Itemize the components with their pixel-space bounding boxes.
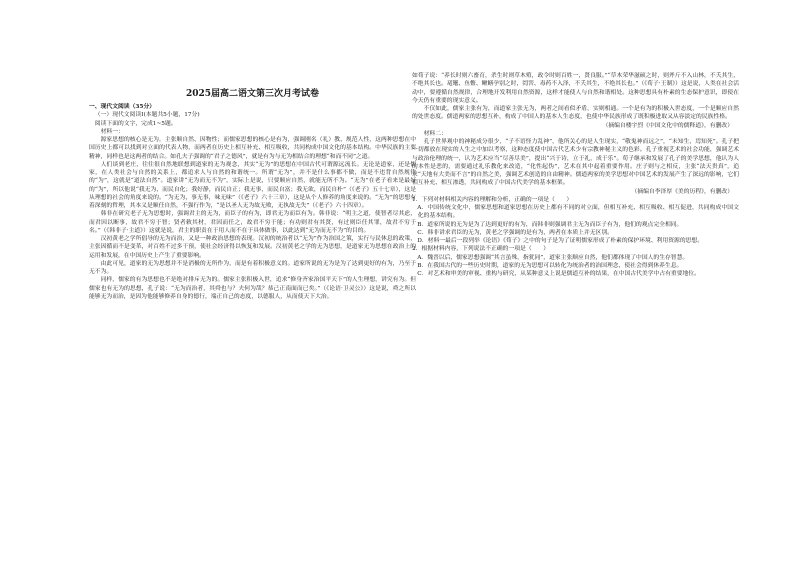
left-paragraph: 汉初黄老之学所倡导的无为而治，又是一种政治思想的表现。汉初的统治者以“无为”作为治国之策，实行与民休息的政策，主张因循而不是变革，对百姓不过多干预，使社会经济得以恢复和发展。汉初黄老之学的无为思想，是道家无为思想在政治上的运用和发展，在中国历史上产生了重要影响。 bbox=[89, 236, 416, 259]
exam-title: 2025届高二语文第三次月考试卷 bbox=[185, 89, 320, 99]
right-paragraph: 不仅如此，儒家主张有为，而道家主张无为，两者之间看似矛盾，实则相通。一个是有为的积极入世态度，一个是顺应自然的处世态度。儒道两家的思想互补，构成了中国人的基本人生态度，也使中华民族形成了既积极进取又从容淡定的民族性格。 bbox=[412, 106, 739, 121]
question-1-stem: 1．下列对材料相关内容的理解和分析，正确的一项是（ ） bbox=[412, 196, 573, 203]
source-note-1: （摘编自楼宇烈《中国文化中的儒释道》，有删改） bbox=[602, 122, 733, 129]
question-1-option-c: C．韩非讲求君臣的无为，黄老之学强调的是有为，两者在本质上并无区别。 bbox=[417, 229, 613, 236]
right-paragraph: 如荀子说：“养长时则六畜育，杀生时则草木殖，政令时则百姓一，贤良服。”“草木荣华滋硕之时，则斧斤不入山林，不夭其生，不绝其长也。鼋鼍、鱼鳖、鳅鳝孕别之时，罔罟、毒药不入泽，不夭其生，不绝其长也。”（《荀子·王制》）这是说，人类在社会活动中，要遵循自然规律，合理地开发利用自然资源，这样才能使人与自然和谐相处。这种思想具有朴素的生态保护意识，即使在今天仍有重要的现实意义。 bbox=[412, 73, 739, 104]
question-2-stem: 2．根据材料内容，下列说法不正确的一项是（ ） bbox=[412, 246, 550, 253]
material2-paragraph: 孔子世界观中的神秘成分很少，“子不语怪力乱神”，他所关心的是人生现实，“敬鬼神而远之”，“未知生，焉知死”。孔子把一切都放在现实的人生之中加以考察，这种态度使中国古代艺术少有宗教神秘主义的色彩。孔子重视艺术的社会功能，强调艺术与政治伦理的统一，认为艺术应当“尽善尽美”，提出“兴于诗，立于礼，成于乐”。荀子继承和发展了孔子的美学思想，他认为人的本性是恶的，需要通过礼乐教化来改造，“化性起伪”，艺术在其中起着重要作用。庄子则与之相反，主张“法天贵真”，追求“天地有大美而不言”的自然之美，强调艺术创造的自由精神。儒道两家的美学思想对中国艺术的发展产生了深远的影响，它们相互补充、相互渗透，共同构成了中国古代美学的基本框架。 bbox=[412, 139, 739, 187]
right-column bbox=[412, 72, 739, 278]
question-1-option-a: A．中国传统文化中，儒家思想和道家思想在历史上都有不同的对立面，但相互补充、相互吸收、相互促进，共同构成中国文化的基本结构。 bbox=[417, 205, 739, 220]
material1-label: 材料一： bbox=[100, 128, 124, 135]
left-paragraph: 由此可见，道家的无为思想并不是消极的无所作为，而是有着积极意义的。道家所说的无为是为了达到更好的有为，乃至于无不为。 bbox=[89, 260, 416, 275]
question-1-option-d: D．材料一最后一段列举《论语》《荀子》之中的句子是为了证明儒家形成了朴素的保护环境、利用资源的思想。 bbox=[417, 238, 704, 244]
left-paragraph: 同样，儒家的有为思想也不是绝对排斥无为的。儒家主张积极入世，追求“修身齐家治国平天下”的人生理想，讲究有为。但儒家也有无为的思想，孔子说：“无为而治者，其舜也与？夫何为哉？恭己正南面而已矣。”（《论语·卫灵公》）这是说，舜之所以能够无为而治，是因为他能够修养自身的德行，端正自己的态度，以德服人，从而使天下大治。 bbox=[89, 277, 416, 300]
left-paragraph: 韩非在研究老子无为思想时，强调君主的无为，而臣子的有为，即君无为而臣有为。韩非说：“明主之道，使智者尽其虑，而君因以断事，故君不穷于智；贤者敕其材，君因而任之，故君不穷于能；有功则君有其贤，有过则臣任其罪，故君不穷于名。”（《韩非子·主道》）这就是说，君主的职责在于用人而不在于具体做事，以此达到“无为而无不为”的目的。 bbox=[89, 211, 416, 234]
subsection-title: （一）现代文阅读Ⅰ(本题共5小题，17分) bbox=[94, 112, 200, 119]
question-1-option-b: B．道家所说的无为是为了达到更好的有为，而韩非则强调君主无为而臣子有为，他们的观点完全相同。 bbox=[417, 221, 683, 228]
source-note-2: （摘编自李泽厚《美的历程》，有删改） bbox=[631, 188, 733, 195]
left-column bbox=[89, 103, 416, 301]
question-2-option-b: B．在我国古代的一些历史时期，道家的无为思想可以转化为统治者的治国理念，使社会得到休养生息。 bbox=[417, 262, 683, 269]
material2-label: 材料二： bbox=[423, 130, 447, 137]
question-2-option-c: C．对艺术和审美的审视、重构与研究，从某种意义上说是儒道互补的结果，在中国古代美学中占有重要地位。 bbox=[417, 271, 700, 277]
left-paragraph: 源家思想的核心是无为，主张顺自然、因物性；而儒家思想的核心是有为，强调刚名（礼）教、规范人性，这两种思想在中国历史上都可以找到对立面的代表人物，而两者在历史上相互补充、相互吸收，共同构成中国文化的基本结构。中华民族的主要精神，同样也是这两者的结合。如孔夫子强调的“君子之德风”，就是有为与无为相结合的理想“和而不同”之道。 bbox=[89, 137, 416, 160]
instruction-text: 阅读下面的文字，完成1~5题。 bbox=[94, 120, 177, 127]
question-2-option-a: A．魏晋以后，儒家思想强调“其言虽殊，指犹同”，道家主张顺应自然，他们都体现了中国人的生存智慧。 bbox=[417, 254, 689, 261]
left-paragraph: 人们谈到老庄，往往很自然地联想到道家的无为观念，其实“无为”的思想在中国古代可谓源远流长。无论是道家，还是儒家，在人类社会与自然的关系上，都追求人与自然的和谐统一。所谓“无为”，并不是什么事都不做，而是不违背自然规律的“为”，这就是“道法自然”。道家讲“无为而无不为”，实际上是说，只要顺应自然，就能无所不为。“无为”在老子看来是最好的“为”，所以他说“我无为，而民自化；我好静，而民自正；我无事，而民自富；我无欲，而民自朴”（《老子》五十七章），这是从理想的社会的角度来说的。“为无为，事无事，味无味”（《老子》六十三章），这是从个人修养的角度来说的。“无为”的思想有着深刻的哲理，其本义是顺任自然，不强行作为，“是以圣人无为故无败，无执故无失”（《老子》六十四章）。 bbox=[89, 161, 416, 209]
section-title: 一、现代文阅读（35分） bbox=[89, 104, 156, 110]
